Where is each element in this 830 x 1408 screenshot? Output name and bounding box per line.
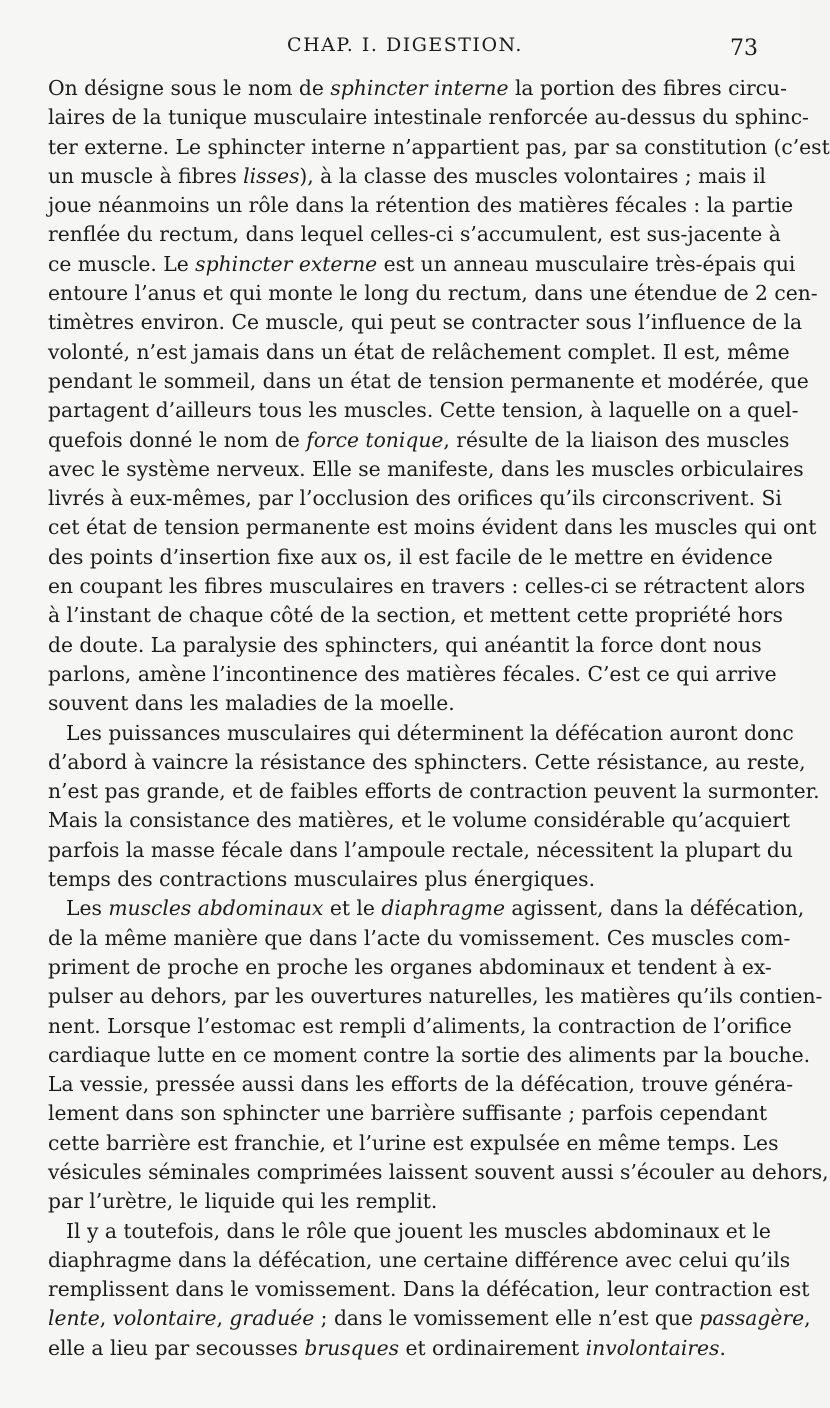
text-line [48,191,794,220]
text-line [48,220,781,249]
text-line [48,133,830,162]
text-line [48,367,809,396]
text-run: et le [323,896,382,921]
text-line [48,484,782,513]
text-run: renflée du rectum, dans lequel celles-ci s’accumulent, est sus-jacente à [48,222,781,247]
text-run: livrés à eux-mêmes, par l’occlusion des orifices qu’ils circonscrivent. Si [48,486,782,511]
text-run: en coupant les fibres musculaires en travers : celles-ci se rétractent alors [48,574,806,599]
text-line [48,660,777,689]
text-run: pulser au dehors, par les ouvertures naturelles, les matières qu’ils contien- [48,984,823,1009]
text-line [48,982,823,1011]
text-line [48,1246,791,1275]
italic-run: lisses [243,163,300,188]
text-line [48,806,791,835]
text-line [48,894,805,923]
text-line [48,543,773,572]
text-run: quefois donné le nom de [48,427,307,452]
text-run: , [216,1306,230,1331]
text-line [48,865,756,894]
text-line [48,836,793,865]
text-run: vésicules séminales comprimées laissent souvent aussi s’écouler au dehors, [48,1159,829,1184]
italic-run: volontaire [112,1306,217,1331]
text-run: On désigne sous le nom de [48,76,331,100]
text-run: cet état de tension permanente est moins évident dans les muscles qui ont [48,515,817,540]
text-run: timètres environ. Ce muscle, qui peut se contracter sous l’influence de la [48,310,803,335]
text-run: parlons, amène l’incontinence des matières fécales. C’est ce qui arrive [48,661,777,686]
text-line [48,1334,756,1363]
text-line [48,250,796,279]
text-run: à l’instant de chaque côté de la section, et mettent cette propriété hors [48,603,783,628]
text-line [48,162,766,191]
text-run: , résulte de la liaison des muscles [443,427,790,452]
text-run: des points d’insertion fixe aux os, il est facile de le mettre en évidence [48,544,773,569]
page-header [46,30,764,64]
text-run: lement dans son sphincter une barrière suffisante ; parfois cependant [48,1101,768,1126]
italic-run: force tonique [306,427,444,452]
text-run: temps des contractions musculaires plus énergiques. [48,867,596,892]
text-line [48,572,806,601]
text-line [48,777,820,806]
text-run: est un anneau musculaire très-épais qui [377,251,796,276]
paragraph [48,719,820,895]
text-run: , [804,1306,811,1331]
text-run: ce muscle. Le [48,251,196,276]
text-run: laires de la tunique musculaire intestinale renforcée au-dessus du sphinc- [48,105,809,130]
text-line [48,953,772,982]
text-line [48,338,790,367]
paragraph [48,894,829,1216]
text-run: pendant le sommeil, dans un état de tension permanente et modérée, que [48,368,809,393]
italic-run: lente [48,1306,100,1331]
text-line [48,924,791,953]
text-run: La vessie, pressée aussi dans les efforts de la défécation, trouve généra- [48,1072,794,1097]
text-line [48,1158,829,1187]
text-run: volonté, n’est jamais dans un état de relâchement complet. Il est, même [48,339,790,364]
text-run: Mais la consistance des matières, et le volume considérable qu’acquiert [48,808,791,833]
italic-run: diaphragme [381,896,505,921]
text-line [48,308,803,337]
text-line [48,279,818,308]
text-run: souvent dans les maladies de la moelle. [48,691,455,716]
text-run: . [719,1335,726,1360]
text-line [48,1217,771,1246]
page-number: 73 [730,36,758,61]
text-line [48,396,799,425]
text-run: joue néanmoins un rôle dans la rétention des matières fécales : la partie [48,193,794,218]
text-run: cardiaque lutte en ce moment contre la sortie des aliments par la bouche. [48,1042,811,1067]
paragraph [48,74,830,719]
text-run: parfois la masse fécale dans l’ampoule rectale, nécessitent la plupart du [48,837,793,862]
text-run: par l’urètre, le liquide qui les remplit. [48,1189,438,1214]
italic-run: sphincter interne [330,76,509,100]
text-run: de la même manière que dans l’acte du vomissement. Ces muscles com- [48,925,791,950]
text-line [48,719,794,748]
text-run: ; dans le vomissement elle n’est que [314,1306,700,1331]
text-line [48,601,783,630]
text-run: entoure l’anus et qui monte le long du rectum, dans une étendue de 2 cen- [48,281,818,306]
text-run: d’abord à vaincre la résistance des sphincters. Cette résistance, au reste, [48,749,806,774]
text-run: ter externe. Le sphincter interne n’appartient pas, par sa constitution (c’est [48,134,830,159]
text-run: , [99,1306,113,1331]
italic-run: graduée [229,1306,315,1331]
text-run: Il y a toutefois, dans le rôle que jouent les muscles abdominaux et le [66,1218,771,1243]
text-line [48,1012,792,1041]
text-line [48,1129,779,1158]
text-line [48,103,809,132]
text-run: priment de proche en proche les organes abdominaux et tendent à ex- [48,954,772,979]
text-line [48,455,804,484]
text-run: Les puissances musculaires qui déterminent la défécation auront donc [66,720,794,745]
text-run: et ordinairement [399,1335,586,1360]
text-run: elle a lieu par secousses [48,1335,305,1360]
italic-run: brusques [304,1335,399,1360]
text-run: un muscle à fibres [48,163,244,188]
text-run: n’est pas grande, et de faibles efforts de contraction peuvent la surmonter. [48,779,820,804]
italic-run: sphincter externe [195,251,378,276]
text-line [48,1041,811,1070]
italic-run: muscles abdominaux [108,896,324,921]
text-run: partagent d’ailleurs tous les muscles. Cette tension, à laquelle on a quel- [48,398,799,423]
text-run: ), à la classe des muscles volontaires ; mais il [299,163,766,188]
text-line [48,426,790,455]
text-line [48,513,817,542]
text-run: avec le système nerveux. Elle se manifeste, dans les muscles orbiculaires [48,456,804,481]
text-line [48,74,787,103]
text-run: remplissent dans le vomissement. Dans la défécation, leur contraction est [48,1277,810,1302]
text-line [48,689,756,718]
paragraph [48,1217,811,1363]
text-line [48,748,806,777]
text-line [48,1187,756,1216]
text-run: de doute. La paralysie des sphincters, qui anéantit la force dont nous [48,632,762,657]
text-line [48,631,762,660]
text-line [48,1070,794,1099]
italic-run: involontaires [585,1335,720,1360]
italic-run: passagère [699,1306,805,1331]
running-title: CHAP. I. DIGESTION. [287,34,523,56]
text-run: nent. Lorsque l’estomac est rempli d’aliments, la contraction de l’orifice [48,1013,792,1038]
text-run: diaphragme dans la défécation, une certaine différence avec celui qu’ils [48,1247,791,1272]
body-text [48,74,830,1363]
text-line [48,1304,811,1333]
text-run: agissent, dans la défécation, [504,896,805,921]
text-run: Les [66,896,109,921]
text-run: cette barrière est franchie, et l’urine est expulsée en même temps. Les [48,1130,779,1155]
text-line [48,1099,768,1128]
text-run: la portion des fibres circu- [508,76,787,100]
text-line [48,1275,810,1304]
